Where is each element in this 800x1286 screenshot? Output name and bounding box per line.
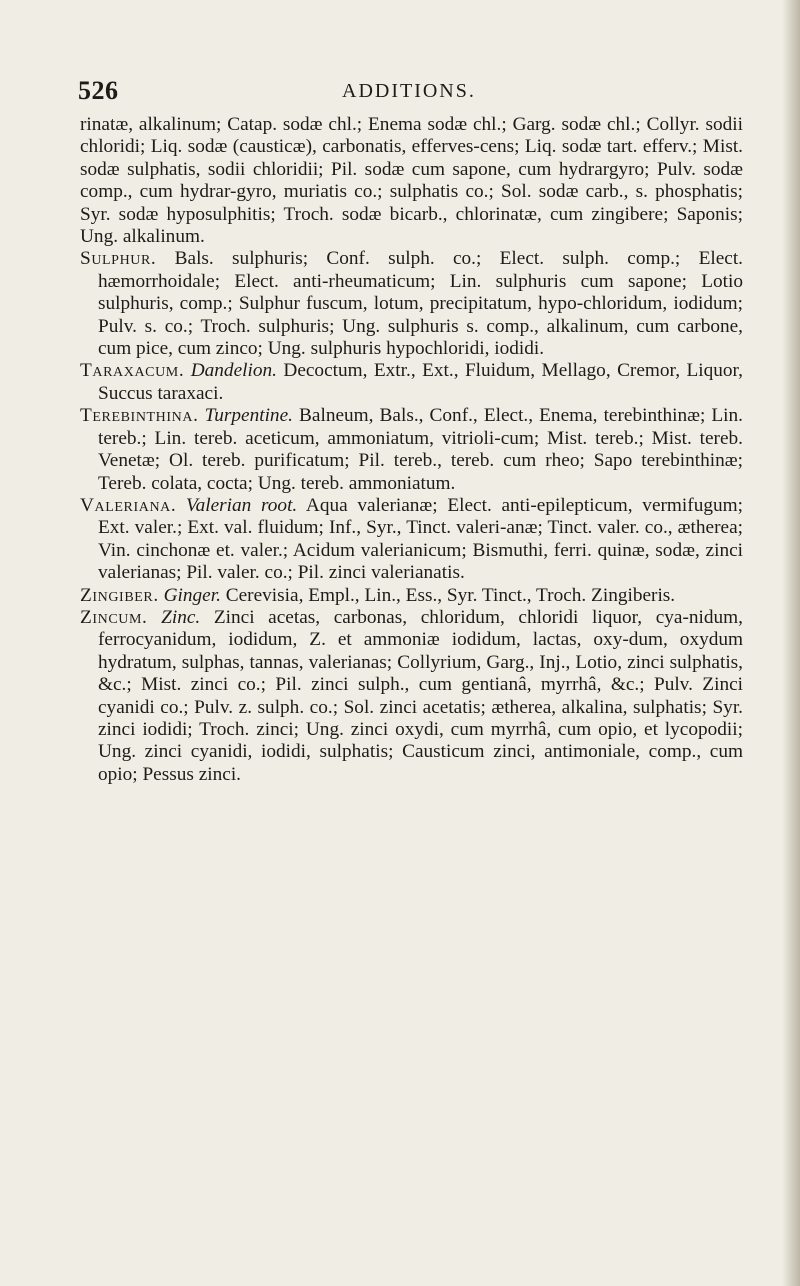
entry-body: Balneum, Bals., Conf., Elect., Enema, terebinthinæ; Lin. tereb.; Lin. tereb. aceticum, ammoniatum, vitrioli-cum; Mist. tereb.; Mist. tereb. Venetæ; Ol. tereb. purificatum; Pil. tereb., tereb. cum rheo; Sapo terebinthinæ; Tereb. colata, cocta; Ung. tereb. ammoniatum. <box>98 405 743 494</box>
entry-valeriana <box>80 495 743 585</box>
entry-body: Zinci acetas, carbonas, chloridum, chloridi liquor, cya-nidum, ferrocyanidum, iodidum, Z. et ammoniæ iodidum, lactas, oxy-dum, oxydum hydratum, sulphas, tannas, valerianas; Collyrium, Garg., Inj., Lotio, zinci sulphatis, &c.; Mist. zinci co.; Pil. zinci sulph., cum gentianâ, myrrhâ, &c.; Pulv. Zinci cyanidi co.; Pulv. z. sulph. co.; Sol. zinci acetatis; ætherea, alkalina, sulphatis; Syr. zinci iodidi; Troch. zinci; Ung. zinci oxydi, cum myrrhâ, cum opio, et lycopodii; Ung. zinci cyanidi, iodidi, sulphatis; Causticum zinci, antimoniale, comp., cum opio; Pessus zinci. <box>98 606 743 785</box>
entry-taraxacum <box>80 360 743 405</box>
vernacular-name: Dandelion. <box>190 360 277 382</box>
running-head: ADDITIONS. <box>342 80 476 102</box>
page-number: 526 <box>78 76 119 105</box>
vernacular-name: Ginger. <box>163 584 221 606</box>
entry-zincum <box>80 607 743 786</box>
headword: Zingiber. <box>80 584 159 606</box>
entry-body: Cerevisia, Empl., Lin., Ess., Syr. Tinct., Troch. Zingiberis. <box>225 584 676 606</box>
headword: Terebinthina. <box>80 405 199 427</box>
entry-body: Decoctum, Extr., Ext., Fluidum, Mellago, Cremor, Liquor, Succus taraxaci. <box>98 360 743 404</box>
entry-body: Bals. sulphuris; Conf. sulph. co.; Elect. sulph. comp.; Elect. hæmorrhoidale; Elect. anti-rheumaticum; Lin. sulphuris cum sapone; Lotio sulphuris, comp.; Sulphur fuscum, lotum, precipitatum, hypo-chloridum, iodidum; Pulv. s. co.; Troch. sulphuris; Ung. sulphuris s. comp., alkalinum, cum carbone, cum pice, cum zinco; Ung. sulphuris hypochloridi, iodidi. <box>98 248 743 360</box>
headword: Zincum. <box>80 606 148 628</box>
headword: Taraxacum. <box>80 360 185 382</box>
vernacular-name: Valerian root. <box>185 494 298 516</box>
entry-zingiber <box>80 585 743 607</box>
page-header <box>0 76 800 110</box>
vernacular-name: Turpentine. <box>204 405 293 427</box>
page-body <box>80 114 743 786</box>
vernacular-name: Zinc. <box>161 606 201 628</box>
page-edge <box>782 0 800 1286</box>
headword: Valeriana. <box>80 494 177 516</box>
entry-terebinthina <box>80 405 743 495</box>
continuation-paragraph: rinatæ, alkalinum; Catap. sodæ chl.; Enema sodæ chl.; Garg. sodæ chl.; Collyr. sodii chloridi; Liq. sodæ (causticæ), carbonatis, efferves-cens; Liq. sodæ tart. efferv.; Mist. sodæ sulphatis, sodii chloridii; Pil. sodæ cum sapone, cum hydrargyro; Pulv. sodæ comp., cum hydrar-gyro, muriatis co.; sulphatis co.; Sol. sodæ carb., s. phosphatis; Syr. sodæ hyposulphitis; Troch. sodæ bicarb., chlorinatæ, cum zingibere; Saponis; Ung. alkalinum. <box>80 114 743 248</box>
headword: Sulphur. <box>80 248 157 270</box>
entry-body: Aqua valerianæ; Elect. anti-epilepticum, vermifugum; Ext. valer.; Ext. val. fluidum; Inf., Syr., Tinct. valeri-anæ; Tinct. valer. co., ætherea; Vin. cinchonæ et. valer.; Acidum valerianicum; Bismuthi, ferri. quinæ, sodæ, zinci valerianas; Pil. valer. co.; Pil. zinci valerianatis. <box>98 494 743 584</box>
entry-sulphur <box>80 248 743 360</box>
